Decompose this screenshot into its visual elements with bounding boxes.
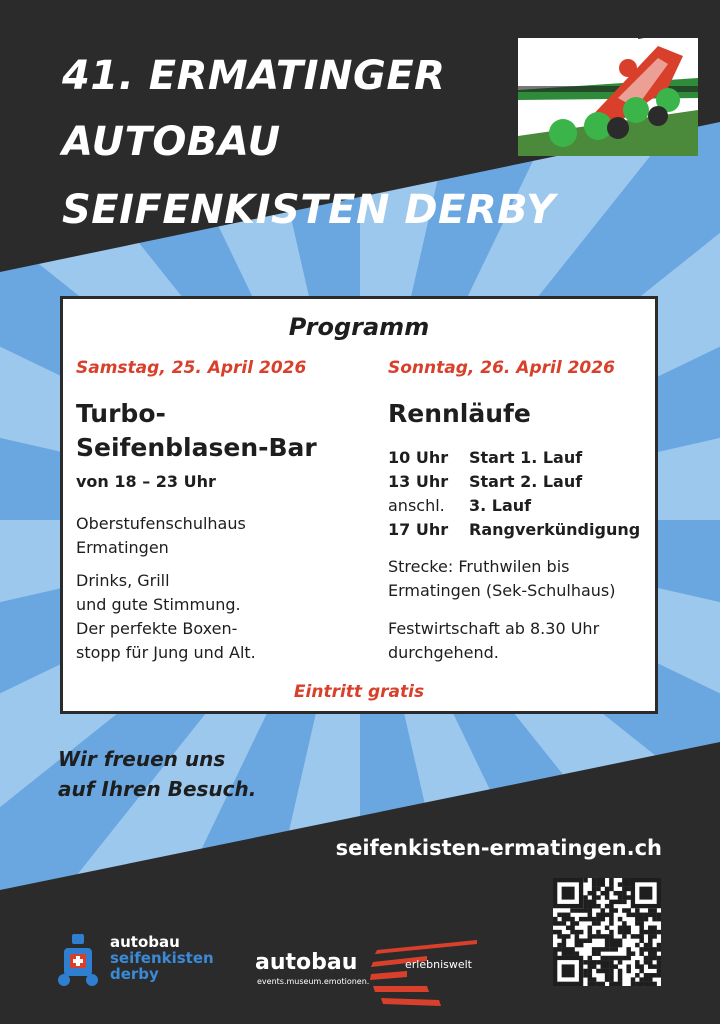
title-line-3: SEIFENKISTEN DERBY <box>62 187 556 233</box>
welcome-text <box>58 744 256 804</box>
saturday-heading-line-2: Seifenblasen-Bar <box>76 433 317 462</box>
saturday-desc-line-4: stopp für Jung und Alt. <box>76 643 256 662</box>
saturday-location-line-2: Ermatingen <box>76 538 169 557</box>
sunday-heading: Rennläufe <box>388 399 531 428</box>
autobau-erlebniswelt-logo <box>255 936 485 1006</box>
red-stripes-icon <box>367 936 485 1006</box>
schedule-event: Start 1. Lauf <box>469 448 583 467</box>
sunday-date: Sonntag, 26. April 2026 <box>388 358 615 378</box>
welcome-line-1: Wir freuen uns <box>58 747 226 771</box>
derby-illustration <box>518 38 698 156</box>
schedule-event: Rangverkündigung <box>469 520 641 539</box>
food-line-2: durchgehend. <box>388 643 499 662</box>
programm-title: Programm <box>288 313 430 341</box>
welcome-line-2: auf Ihren Besuch. <box>58 777 257 801</box>
schedule-event: Start 2. Lauf <box>469 472 583 491</box>
schedule-time: 10 Uhr <box>388 448 449 467</box>
title-line-1: 41. ERMATINGER <box>62 53 446 99</box>
schedule-time: 17 Uhr <box>388 520 449 539</box>
schedule-time: anschl. <box>388 496 445 515</box>
saturday-date: Samstag, 25. April 2026 <box>76 358 307 378</box>
entry-free: Eintritt gratis <box>293 682 425 702</box>
soapbox-car-icon <box>58 930 98 990</box>
derby-logo-line-1: autobau <box>110 933 180 951</box>
food-line-1: Festwirtschaft ab 8.30 Uhr <box>388 619 600 638</box>
saturday-desc-line-2: und gute Stimmung. <box>76 595 241 614</box>
seifenkisten-derby-logo <box>58 930 238 992</box>
autobau-logo-tagline: events.museum.emotionen. <box>257 977 370 986</box>
derby-logo-line-3: derby <box>110 965 159 983</box>
route-line-2: Ermatingen (Sek-Schulhaus) <box>388 581 616 600</box>
saturday-desc-line-3: Der perfekte Boxen- <box>76 619 238 638</box>
qr-code <box>553 878 661 986</box>
schedule-time: 13 Uhr <box>388 472 449 491</box>
title-line-2: AUTOBAU <box>62 119 281 165</box>
saturday-time: von 18 – 23 Uhr <box>76 472 216 491</box>
autobau-logo-sub: erlebniswelt <box>405 958 472 971</box>
saturday-location-line-1: Oberstufenschulhaus <box>76 514 246 533</box>
saturday-desc-line-1: Drinks, Grill <box>76 571 170 590</box>
programm-box <box>60 296 658 714</box>
route-line-1: Strecke: Fruthwilen bis <box>388 557 570 576</box>
website-link[interactable]: seifenkisten-ermatingen.ch <box>335 836 662 860</box>
autobau-logo-name: autobau <box>255 950 358 975</box>
saturday-heading-line-1: Turbo- <box>76 399 166 428</box>
derby-logo-line-2: seifenkisten <box>110 949 214 967</box>
schedule-event: 3. Lauf <box>469 496 532 515</box>
